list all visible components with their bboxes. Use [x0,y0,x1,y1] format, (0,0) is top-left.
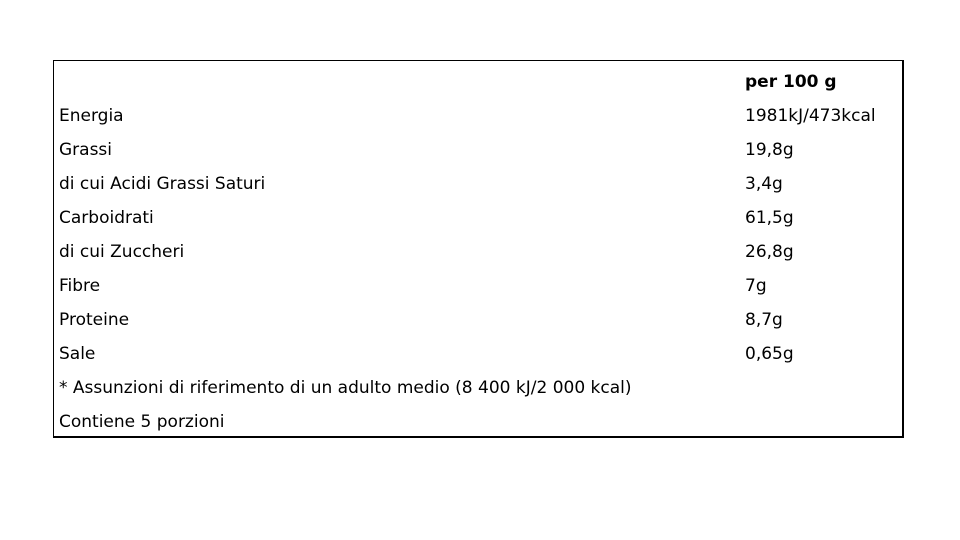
nutrient-label: Energia [59,106,124,126]
table-row [54,201,902,235]
nutrient-label: di cui Zuccheri [59,242,185,262]
table-row [54,133,902,167]
table-row [54,167,902,201]
nutrient-value: 0,65g [745,344,794,364]
table-row [54,337,902,371]
table-header-row [54,65,902,99]
nutrient-value: 3,4g [745,174,783,194]
nutrient-value: 26,8g [745,242,794,262]
nutrient-value: 7g [745,276,767,296]
servings-row [54,405,902,439]
nutrient-value: 1981kJ/473kcal [745,106,876,126]
nutrient-label: Proteine [59,310,130,330]
nutrient-label: di cui Acidi Grassi Saturi [59,174,266,194]
nutrient-value: 8,7g [745,310,783,330]
nutrient-label: Fibre [59,276,101,296]
nutrient-value: 19,8g [745,140,794,160]
nutrient-label: Grassi [59,140,113,160]
servings-note: Contiene 5 porzioni [59,412,225,432]
table-row [54,99,902,133]
column-header-per-100g: per 100 g [745,72,837,92]
reference-intake-footnote: * Assunzioni di riferimento di un adulto medio (8 400 kJ/2 000 kcal) [59,378,632,398]
table-row [54,303,902,337]
table-row [54,235,902,269]
table-row [54,269,902,303]
nutrition-table [53,60,904,438]
nutrient-label: Carboidrati [59,208,154,228]
nutrient-value: 61,5g [745,208,794,228]
nutrient-label: Sale [59,344,96,364]
footnote-row [54,371,902,405]
